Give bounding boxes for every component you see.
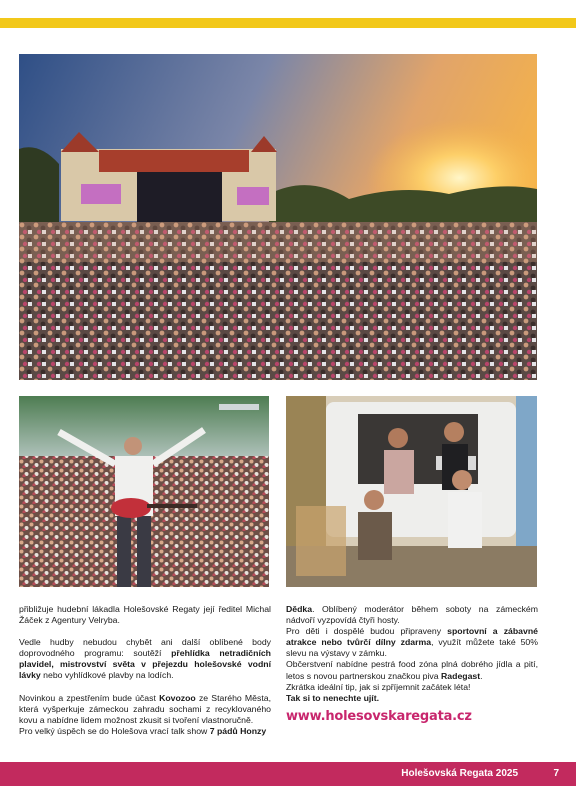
paragraph: Dědka. Oblíbený moderátor během soboty na zámeckém nádvoří vyzpovídá čtyři hosty. [286, 604, 538, 626]
page-number: 7 [553, 768, 559, 779]
paragraph: přibližuje hudební lákadla Holešovské Regaty její ředitel Michal Žáček z Agentury Velryba. [19, 604, 271, 626]
top-accent-bar [0, 18, 576, 28]
article-column-left [19, 604, 271, 737]
footer-title: Holešovská Regata 2025 [401, 768, 518, 779]
festival-crowd-photo [19, 54, 537, 380]
paragraph: Zkrátka ideální tip, jak si zpříjemnit začátek léta! [286, 681, 471, 692]
guitarist-stage-photo [19, 396, 269, 587]
paragraph: Novinkou a zpestřením bude účast Kovozoo ze Starého Města, která vyšperkuje zámeckou zahradu sochami z recyklovaného kovu a nabídne lidem možnost zkusit si tvoření vlastnoručně. [19, 692, 271, 725]
paragraph: Pro děti i dospělé budou připraveny sportovní a zábavné atrakce nebo tvůrčí dílny zdarma, využít můžete také 50% slevu na výstavy v zámku. [286, 626, 538, 659]
website-link[interactable]: www.holesovskaregata.cz [286, 708, 472, 724]
paragraph: Tak si to nenechte ujít. [286, 692, 380, 703]
paragraph: Vedle hudby nebudou chybět ani další oblíbené body doprovodného programu: soutěží přehlídka netradičních plavidel, mistrovství světa v přejezdu holešovské vodní lávky nebo vyhlídkové plavby na lodích. [19, 637, 271, 681]
footer-bar [0, 762, 576, 786]
article-column-right [286, 604, 538, 722]
paragraph: Pro velký úspěch se do Holešova vrací talk show 7 pádů Honzy [19, 725, 267, 736]
caravan-bar-photo [286, 396, 537, 587]
paragraph: Občerstvení nabídne pestrá food zóna plná dobrého jídla a pití, letos s novou partnerskou značkou piva Radegast. [286, 659, 538, 681]
